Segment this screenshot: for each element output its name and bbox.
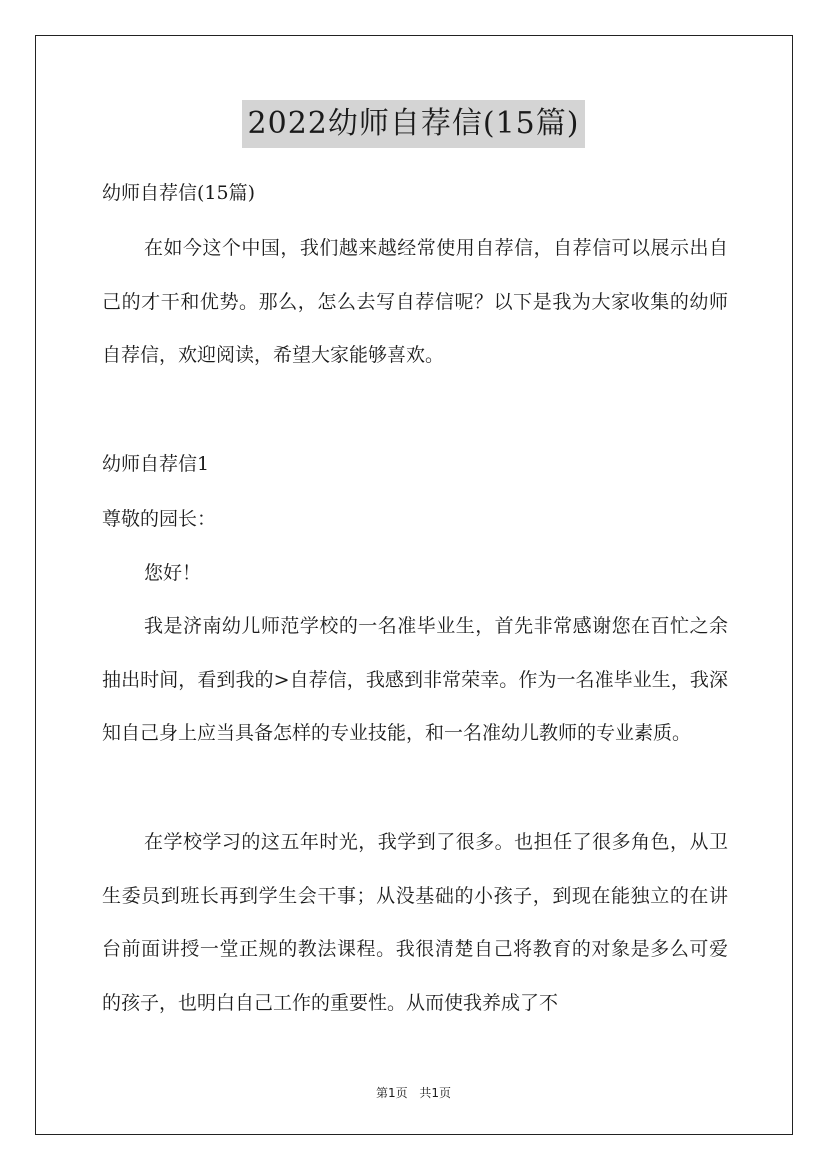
body-paragraph-2: 在学校学习的这五年时光，我学到了很多。也担任了很多角色，从卫生委员到班长再到学生会干事；从没基础的小孩子，到现在能独立的在讲台前面讲授一堂正规的教法课程。我很清楚自己将教育的对象是多么可爱的孩子，也明白自己工作的重要性。从而使我养成了不 bbox=[102, 831, 728, 1014]
intro-paragraph: 在如今这个中国，我们越来越经常使用自荐信，自荐信可以展示出自己的才干和优势。那么，怎么去写自荐信呢？以下是我为大家收集的幼师自荐信，欢迎阅读，希望大家能够喜欢。 bbox=[102, 237, 728, 366]
page-total: 共1页 bbox=[419, 1086, 452, 1100]
body-paragraph-1: 我是济南幼儿师范学校的一名准毕业生，首先非常感谢您在百忙之余抽出时间，看到我的>自荐信，我感到非常荣幸。作为一名准毕业生，我深知自己身上应当具备怎样的专业技能，和一名准幼儿教师的专业素质。 bbox=[102, 615, 728, 744]
page-number: 第1页 bbox=[375, 1086, 408, 1100]
page-footer bbox=[0, 1085, 827, 1101]
document-title: 2022幼师自荐信(15篇) bbox=[242, 100, 586, 148]
document-title-wrapper bbox=[0, 100, 827, 148]
greeting: 您好！ bbox=[144, 562, 202, 584]
letter-heading: 幼师自荐信1 bbox=[102, 453, 210, 475]
document-subtitle: 幼师自荐信(15篇) bbox=[102, 182, 256, 204]
salutation: 尊敬的园长： bbox=[102, 508, 217, 530]
